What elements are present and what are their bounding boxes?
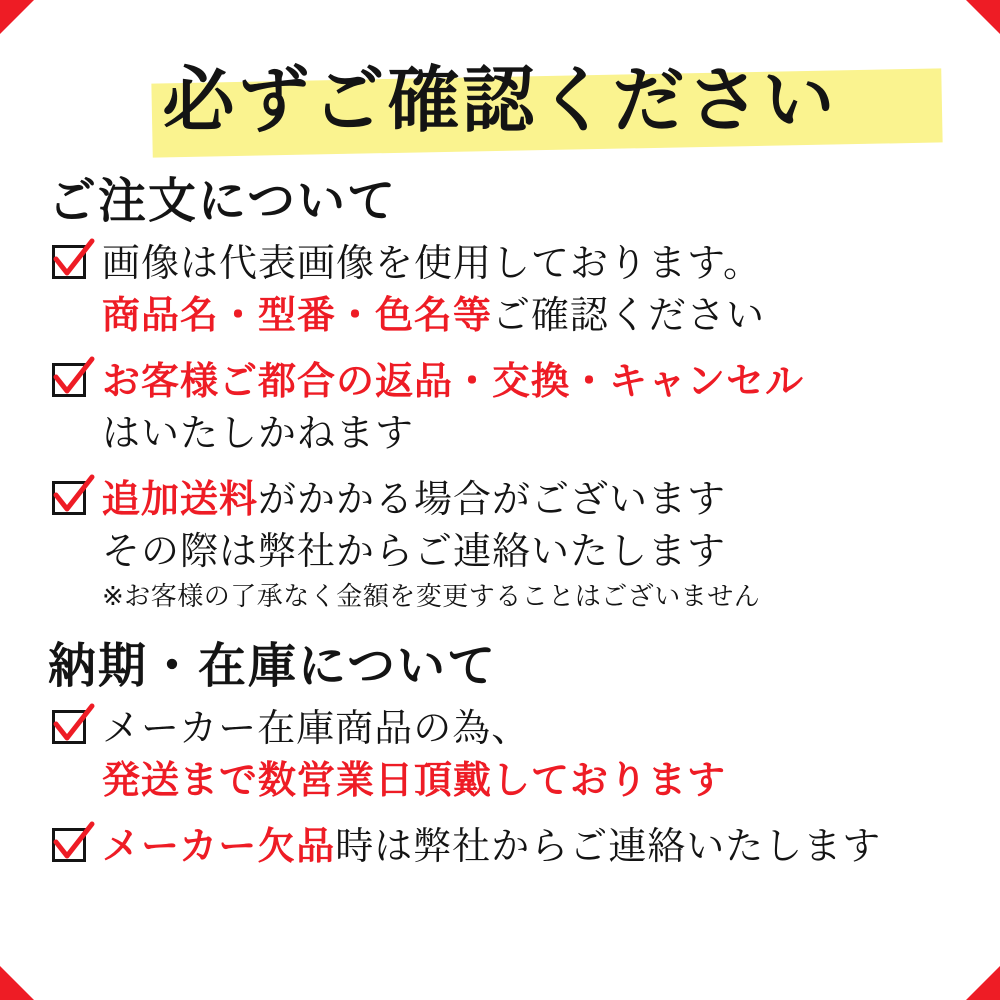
- notice-item: [44, 702, 956, 806]
- notice-line-emphasis: メーカー欠品: [102, 824, 336, 869]
- notice-line: 発送まで数営業日頂戴しております: [102, 758, 727, 803]
- notice-line-emphasis: 商品名・型番・色名等: [102, 293, 493, 338]
- corner-accent-top-left: [0, 0, 34, 34]
- section-title-orders: ご注文について: [48, 173, 398, 229]
- notice-item-text: [102, 702, 956, 806]
- notice-item-text: [102, 237, 956, 341]
- notice-item-text: [102, 473, 956, 617]
- notice-line: [102, 289, 956, 341]
- headline-block: [44, 48, 956, 156]
- notice-item: [44, 237, 956, 341]
- notice-line-rest: がかかる場合がございます: [258, 477, 727, 522]
- section-title-delivery-stock: 納期・在庫について: [48, 638, 498, 695]
- checkbox-checked-icon: [50, 241, 94, 285]
- notice-item-text: [102, 355, 956, 459]
- notice-line: お客様ご都合の返品・交換・キャンセル: [102, 359, 805, 404]
- notice-line-emphasis: 追加送料: [102, 477, 259, 522]
- notice-line-rest: 時は弊社からご連絡いたします: [335, 824, 882, 869]
- notice-item: [44, 355, 956, 459]
- notice-item-text: [102, 820, 956, 872]
- notice-line: その際は弊社からご連絡いたします: [102, 529, 727, 574]
- notice-line: 画像は代表画像を使用しております。: [102, 241, 762, 286]
- notice-footnote: ※お客様の了承なく金額を変更することはございません: [102, 582, 761, 613]
- notice-line: はいたしかねます: [102, 411, 415, 456]
- notice-line: [102, 820, 956, 872]
- notice-line-rest: ご確認ください: [492, 293, 766, 338]
- corner-accent-bottom-right: [966, 966, 1000, 1000]
- notice-item: [44, 820, 956, 872]
- checkbox-checked-icon: [50, 824, 94, 868]
- page-title: 必ずご確認ください: [162, 58, 838, 142]
- corner-accent-bottom-left: [0, 966, 34, 1000]
- notice-line: メーカー在庫商品の為、: [102, 706, 531, 751]
- notice-item: [44, 473, 956, 617]
- checkbox-checked-icon: [50, 359, 94, 403]
- checkbox-checked-icon: [50, 706, 94, 750]
- notice-line: [102, 473, 956, 525]
- checkbox-checked-icon: [50, 477, 94, 521]
- corner-accent-top-right: [966, 0, 1000, 34]
